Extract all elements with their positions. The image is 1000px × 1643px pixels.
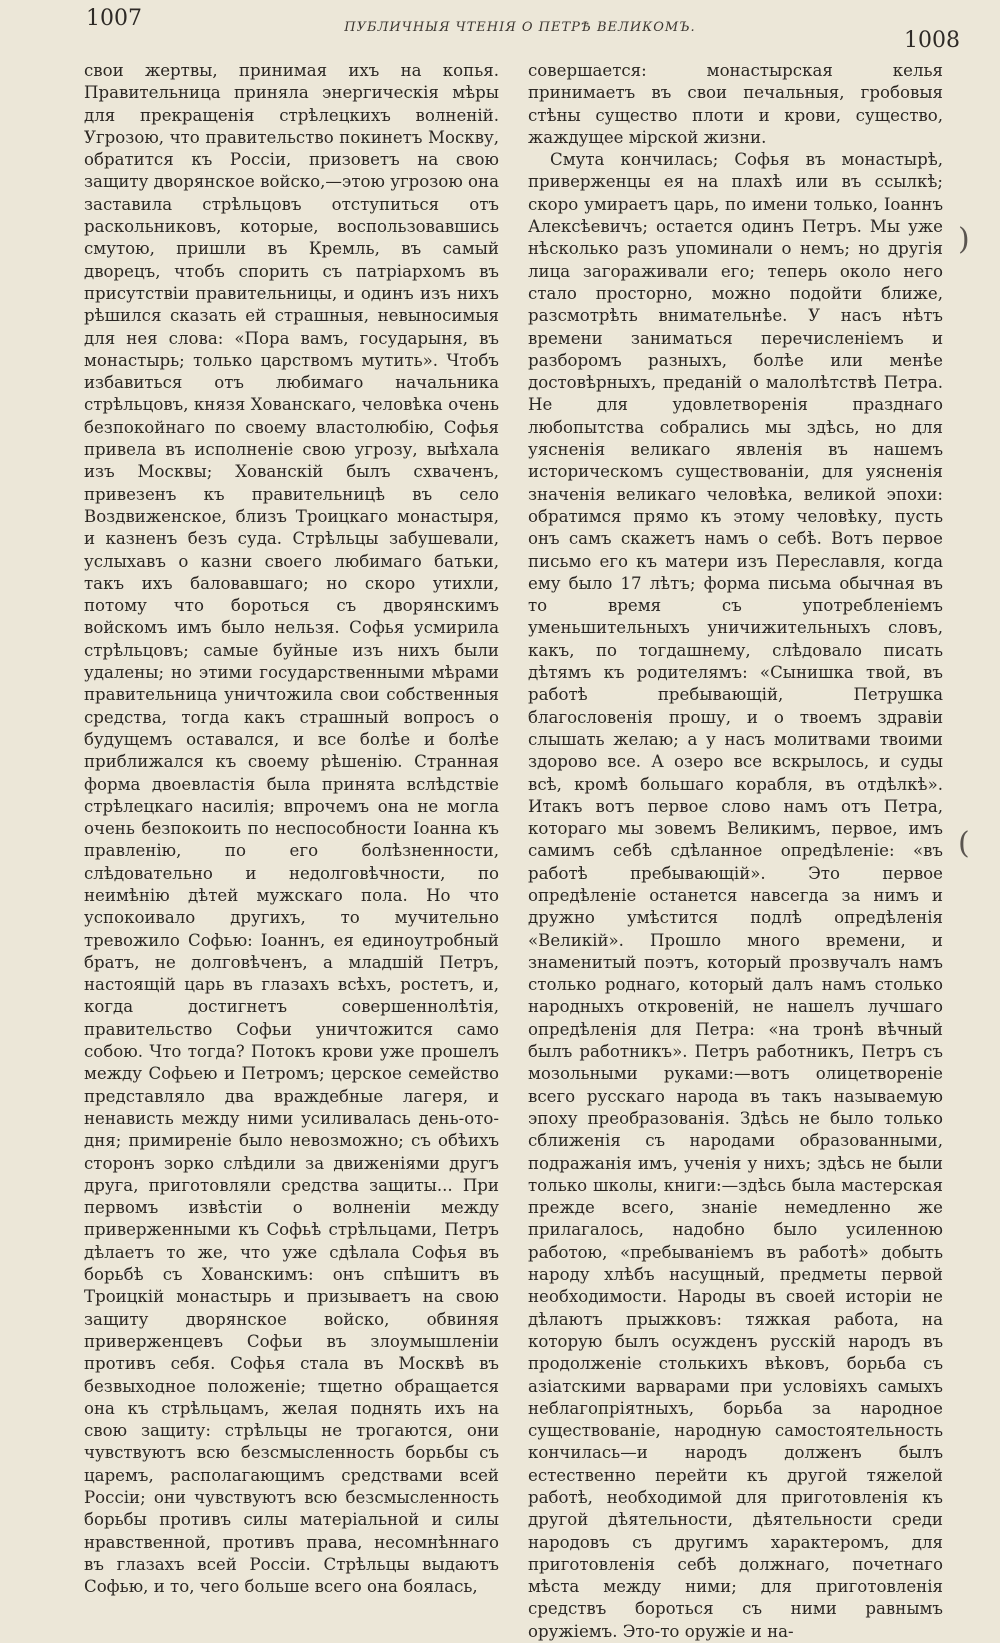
right-column-paragraph-1: совершается: монастырская келья принимаетъ въ свои печальныя, гробовыя стѣны существо плоти и крови, существо, жаждущее мірской жизни. (528, 61, 943, 147)
margin-mark-top: ) (958, 222, 970, 257)
running-title: ПУБЛИЧНЫЯ ЧТЕНІЯ О ПЕТРѢ ВЕЛИКОМЪ. (344, 20, 696, 35)
page-number-right: 1008 (904, 28, 960, 53)
right-column (528, 60, 943, 1641)
left-column-text: свои жертвы, принимая ихъ на копья. Правительница приняла энергическія мѣры для прекращенія стрѣлецкихъ волненій. Угрозою, что правительство покинетъ Москву, обратится къ Россіи, призоветъ на свою защиту дворянское войско,—этою угрозою она заставила стрѣльцовъ отступиться отъ раскольниковъ, которые, воспользовавшись смутою, пришли въ Кремль, въ самый дворецъ, чтобъ спорить съ патріархомъ въ присутствіи правительницы, и одинъ изъ нихъ рѣшился сказать ей страшныя, невыносимыя для нея слова: «Пора вамъ, государыня, въ монастырь; только царствомъ мутить». Чтобъ избавиться отъ любимаго начальника стрѣльцовъ, князя Хованскаго, человѣка очень безпокойнаго по своему властолюбію, Софья привела въ исполненіе свою угрозу, выѣхала изъ Москвы; Хованскій былъ схваченъ, привезенъ къ правительницѣ въ село Воздвиженское, близъ Троицкаго монастыря, и казненъ безъ суда. Стрѣльцы забушевали, услыхавъ о казни своего любимаго батьки, такъ ихъ баловавшаго; но скоро утихли, потому что бороться съ дворянскимъ войскомъ имъ было нельзя. Софья усмирила стрѣльцовъ; самые буйные изъ нихъ были удалены; но этими государственными мѣрами правительница уничтожила свои собственныя средства, тогда какъ страшный вопросъ о будущемъ оставался, и все болѣе и болѣе приближался къ своему рѣшенію. Странная форма двоевластія была принята вслѣдствіе стрѣлецкаго насилія; впрочемъ она не могла очень безпокоить по неспособности Іоанна къ правленію, по его болѣзненности, слѣдовательно и недолговѣчности, по неимѣнію дѣтей мужскаго пола. Но что успокоивало другихъ, то мучительно тревожило Софью: Іоаннъ, ея единоутробный братъ, не долговѣченъ, а младшій Петръ, настоящій царь въ глазахъ всѣхъ, ростетъ, и, когда достигнетъ совершеннолѣтія, правительство Софьи уничтожится само собою. Что тогда? Потокъ крови уже прошелъ между Софьею и Петромъ; церское семейство представляло два враждебные лагеря, и ненависть между ними усиливалась день-ото-дня; примиреніе было невозможно; съ обѣихъ сторонъ зорко слѣдили за движеніями другъ друга, приготовляли средства защиты... При первомъ извѣстіи о волненіи между приверженными къ Софьѣ стрѣльцами, Петръ дѣлаетъ то же, что уже сдѣлала Софья въ борьбѣ съ Хованскимъ: онъ спѣшитъ въ Троицкій монастырь и призываетъ на свою защиту дворянское войско, обвиняя приверженцевъ Софьи въ злоумышленіи противъ себя. Софья стала въ Москвѣ въ безвыходное положеніе; тщетно обращается она къ стрѣльцамъ, желая поднять ихъ на свою защиту: стрѣльцы не трогаются, они чувствуютъ всю безсмысленность борьбы съ царемъ, располагающимъ средствами всей Россіи; они чувствуютъ всю безсмысленность борьбы противъ силы матеріальной и силы нравственной, противъ права, несомнѣннаго въ глазахъ всей Россіи. Стрѣльцы выдаютъ Софью, и то, чего больше всего она боялась, (84, 61, 499, 1597)
left-column (84, 60, 499, 1597)
page-number-left: 1007 (86, 6, 142, 31)
right-column-paragraph-2: Смута кончилась; Софья въ монастырѣ, приверженцы ея на плахѣ или въ ссылкѣ; скоро умираетъ царь, по имени только, Іоаннъ Алексѣевичъ; остается одинъ Петръ. Мы уже нѣсколько разъ упоминали о немъ; но другія лица загораживали его; теперь около него стало просторно, можно подойти ближе, разсмотрѣть внимательнѣе. У насъ нѣтъ времени заниматься перечисленіемъ и разборомъ разныхъ, болѣе или менѣе достовѣрныхъ, преданій о малолѣтствѣ Петра. Не для удовлетворенія празднаго любопытства собрались мы здѣсь, но для уясненія великаго явленія въ нашемъ историческомъ существованіи, для уясненія значенія великаго человѣка, великой эпохи: обратимся прямо къ этому человѣку, пусть онъ самъ скажетъ намъ о себѣ. Вотъ первое письмо его къ матери изъ Переславля, когда ему было 17 лѣтъ; форма письма обычная въ то время съ употребленіемъ уменьшительныхъ уничижительныхъ словъ, какъ, по тогдашнему, слѣдовало писать дѣтямъ къ родителямъ: «Сынишка твой, въ работѣ пребывающій, Петрушка благословенія прошу, и о твоемъ здравіи слышать желаю; а у насъ молитвами твоими здорово все. А озеро все вскрылось, и суды всѣ, кромѣ большаго корабля, въ отдѣлкѣ». Итакъ вотъ первое слово намъ отъ Петра, котораго мы зовемъ Великимъ, первое, имъ самимъ себѣ сдѣланное опредѣленіе: «въ работѣ пребывающій». Это первое опредѣленіе останется навсегда за нимъ и дружно умѣстится подлѣ опредѣленія «Великій». Прошло много времени, и знаменитый поэтъ, который прозвучалъ намъ столько роднаго, который далъ намъ столько народныхъ откровеній, не нашелъ лучшаго опредѣленія для Петра: «на тронѣ вѣчный былъ работникъ». Петръ работникъ, Петръ съ мозольными руками:—вотъ олицетвореніе всего русскаго народа въ такъ называемую эпоху преобразованія. Здѣсь не было только сближенія съ народами образованными, подражанія имъ, ученія у нихъ; здѣсь не были только школы, книги:—здѣсь была мастерская прежде всего, знаніе немедленно же прилагалось, надобно было усиленною работою, «пребываніемъ въ работѣ» добыть народу хлѣбъ насущный, предметы первой необходимости. Народы въ своей исторіи не дѣлаютъ прыжковъ: тяжкая работа, на которую былъ осужденъ русскій народъ въ продолженіе столькихъ вѣковъ, борьба съ азіатскими варварами при условіяхъ самыхъ неблагопріятныхъ, борьба за народное существованіе, народную самостоятельность кончилась—и народъ долженъ былъ естественно перейти къ другой тяжелой работѣ, необходимой для приготовленія къ другой дѣятельности, дѣятельности среди народовъ съ другимъ характеромъ, для приготовленія себѣ должнаго, почетнаго мѣста между ними; для приготовленія средствъ бороться съ ними равнымъ оружіемъ. Это-то оружіе и на- (528, 150, 943, 1641)
margin-mark-middle: ( (958, 826, 970, 861)
